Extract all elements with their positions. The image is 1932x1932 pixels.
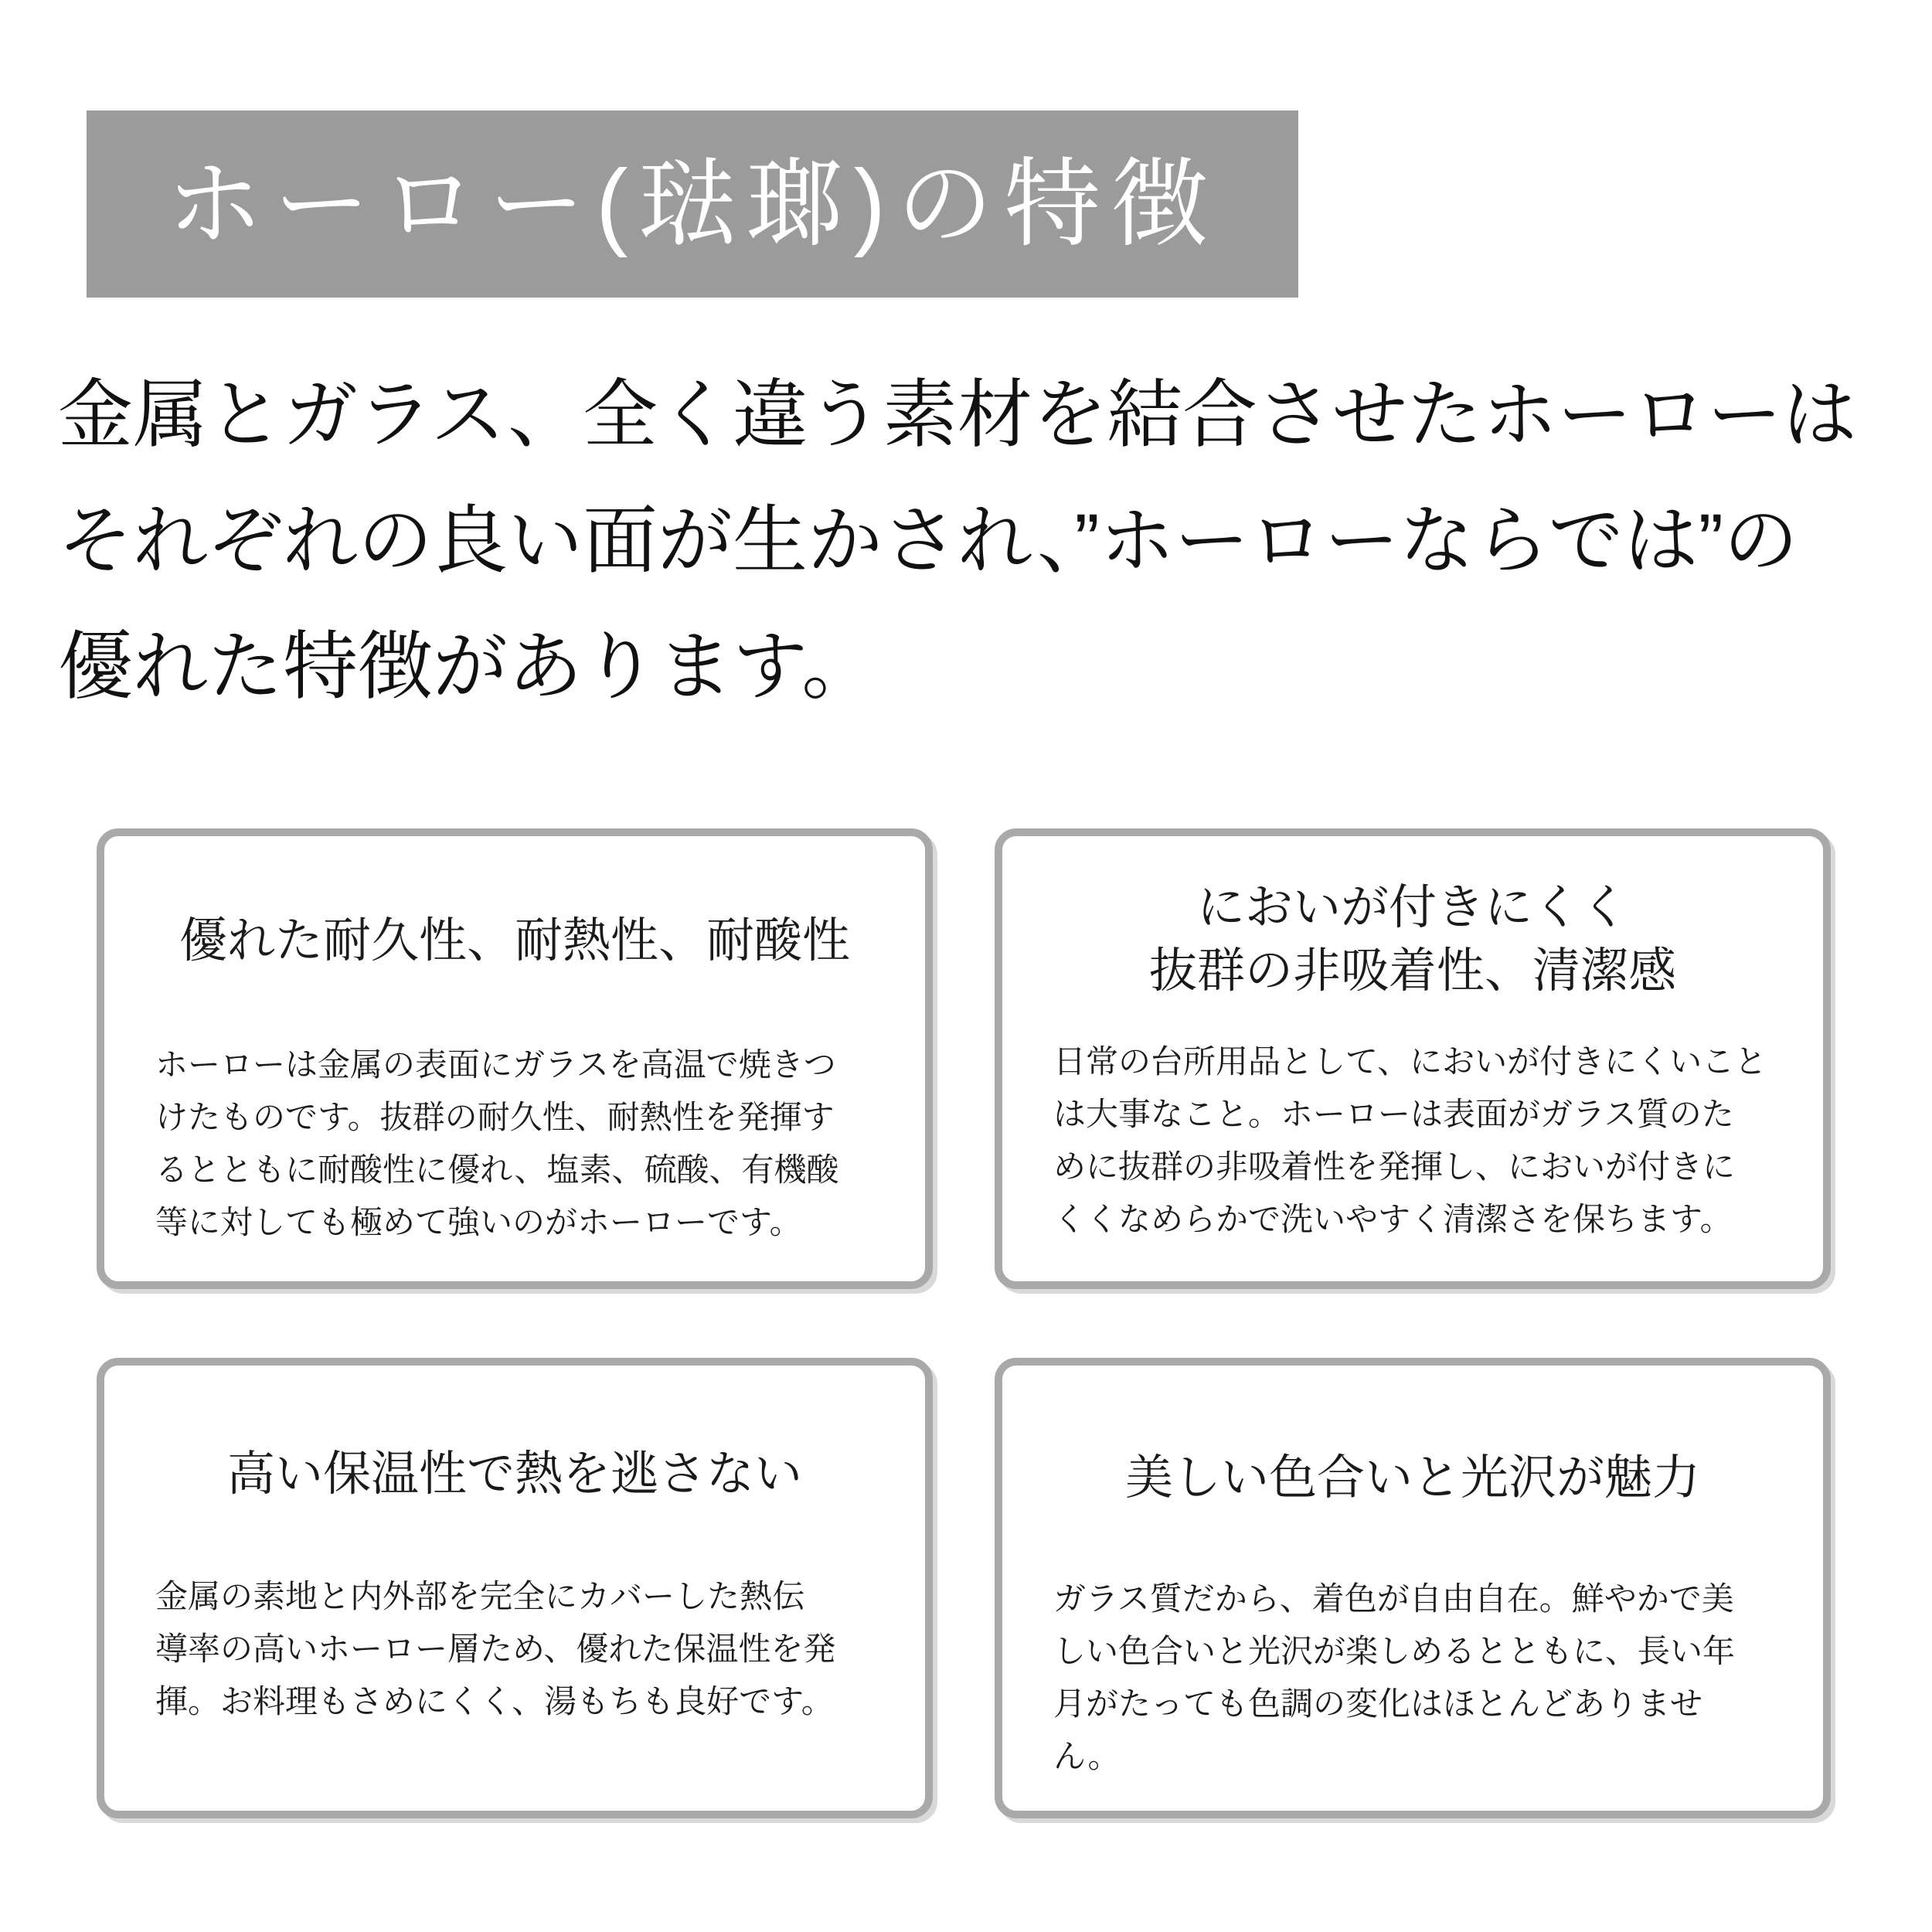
feature-title-color-gloss: 美しい色合いと光沢が魅力: [1124, 1451, 1700, 1505]
intro-paragraph: 金属とガラス、全く違う素材を結合させたホーローは それぞれの良い面が生かされ、”ホーローならでは”の 優れた特徴があります。: [58, 372, 1857, 709]
feature-title-durability: 優れた耐久性、耐熱性、耐酸性: [179, 914, 850, 968]
feature-box-odor-resistance: [995, 828, 1831, 1289]
feature-box-durability: [97, 828, 933, 1289]
feature-box-color-gloss: [995, 1358, 1831, 1818]
feature-title-odor-resistance: においが付きにくく 抜群の非吸着性、清潔感: [1148, 881, 1676, 998]
feature-box-heat-retention: [97, 1358, 933, 1818]
feature-title-heat-retention: 高い保温性で熱を逃さない: [226, 1447, 802, 1501]
feature-body-color-gloss: ガラス質だから、着色が自由自在。鮮やかで美 しい色合いと光沢が楽しめるとともに、長い年 月がたっても色調の変化はほとんどありませ ん。: [1053, 1580, 1736, 1774]
feature-body-durability: ホーローは金属の表面にガラスを高温で焼きつ けたものです。抜群の耐久性、耐熱性を発揮す るとともに耐酸性に優れ、塩素、硫酸、有機酸 等に対しても極めて強いのがホーローです。: [155, 1046, 839, 1240]
feature-body-odor-resistance: 日常の台所用品として、においが付きにくいこと は大事なこと。ホーローは表面がガラス質のた めに抜群の非吸着性を発揮し、においが付きに くくなめらかで洗いやすく清潔さを保ちます。: [1053, 1043, 1767, 1237]
header-banner: [87, 111, 1298, 298]
feature-body-heat-retention: 金属の素地と内外部を完全にカバーした熱伝 導率の高いホーロー層ため、優れた保温性を発 揮。お料理もさめにくく、湯もちも良好です。: [155, 1578, 836, 1719]
page-title: ホーロー(琺瑯)の特徴: [165, 150, 1219, 258]
